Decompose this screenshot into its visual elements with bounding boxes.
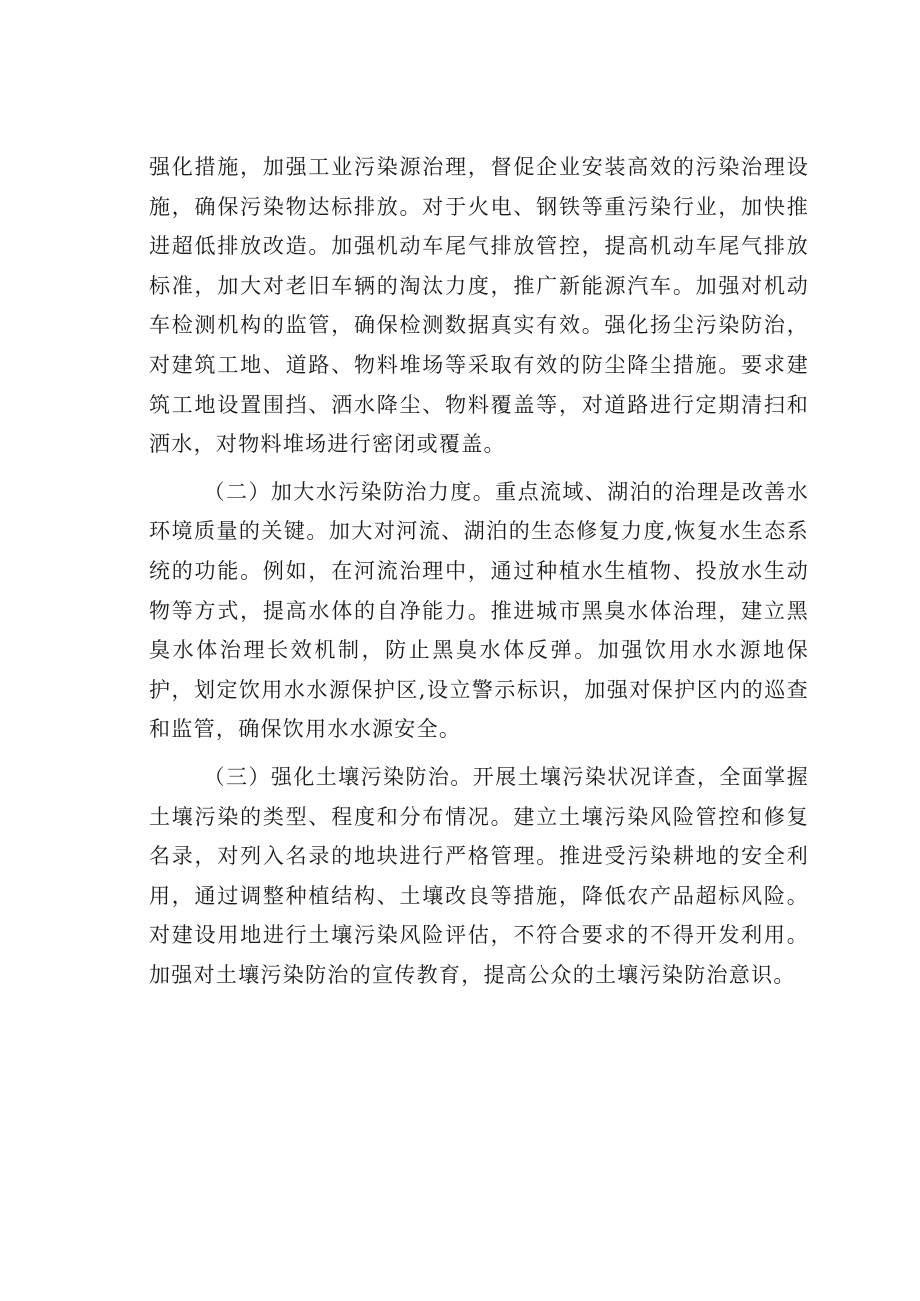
- paragraph-water-pollution: （二）加大水污染防治力度。重点流域、湖泊的治理是改善水环境质量的关键。加大对河流、湖泊的生态修复力度,恢复水生态系统的功能。例如，在河流治理中，通过种植水生植物、投放水生动物等方式，提高水体的自净能力。推进城市黑臭水体治理，建立黑臭水体治理长效机制，防止黑臭水体反弹。加强饮用水水源地保护，划定饮用水水源保护区,设立警示标识，加强对保护区内的巡查和监管，确保饮用水水源安全。: [149, 479, 809, 742]
- paragraph-soil-pollution: （三）强化土壤污染防治。开展土壤污染状况详查，全面掌握土壤污染的类型、程度和分布情况。建立土壤污染风险管控和修复名录，对列入名录的地块进行严格管理。推进受污染耕地的安全利用，通过调整种植结构、土壤改良等措施，降低农产品超标风险。对建设用地进行土壤污染风险评估，不符合要求的不得开发利用。加强对土壤污染防治的宣传教育，提高公众的土壤污染防治意识。: [149, 764, 809, 987]
- document-body: [149, 148, 809, 995]
- paragraph-continuation: 强化措施，加强工业污染源治理，督促企业安装高效的污染治理设施，确保污染物达标排放。对于火电、钢铁等重污染行业，加快推进超低排放改造。加强机动车尾气排放管控，提高机动车尾气排放标准，加大对老旧车辆的淘汰力度，推广新能源汽车。加强对机动车检测机构的监管，确保检测数据真实有效。强化扬尘污染防治，对建筑工地、道路、物料堆场等采取有效的防尘降尘措施。要求建筑工地设置围挡、洒水降尘、物料覆盖等，对道路进行定期清扫和洒水，对物料堆场进行密闭或覆盖。: [149, 155, 809, 457]
